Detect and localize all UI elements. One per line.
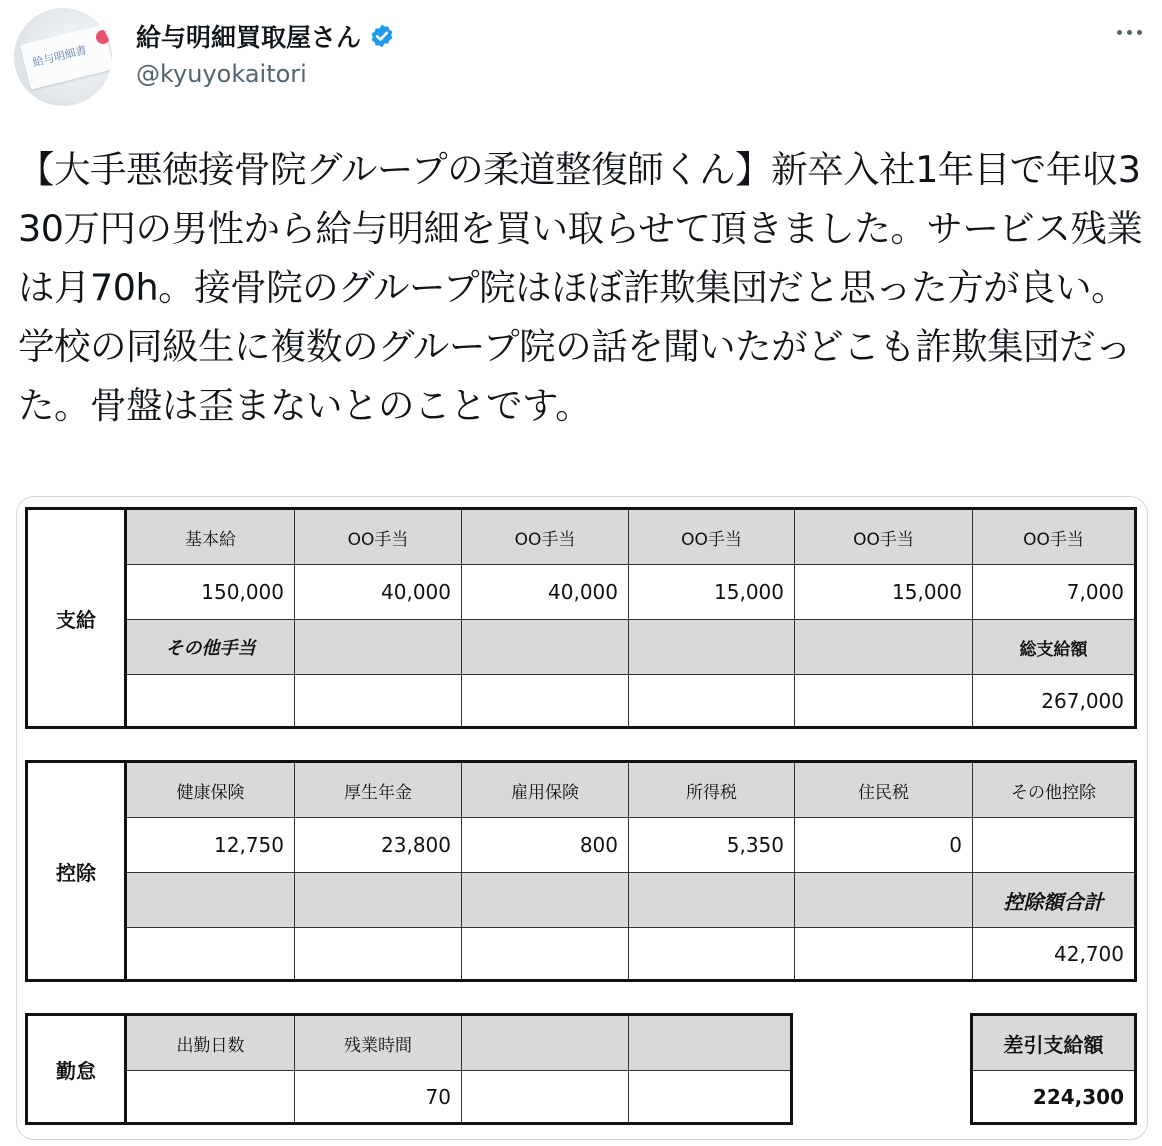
payment-total-label: 総支給額 xyxy=(973,620,1134,675)
deduction-section-label: 控除 xyxy=(28,763,127,979)
payment-value-5: 15,000 xyxy=(795,565,973,620)
deduction-empty-cell xyxy=(795,928,973,979)
payment-header-3: OO手当 xyxy=(462,510,629,565)
payment-header-6: OO手当 xyxy=(973,510,1134,565)
attendance-value-1 xyxy=(127,1071,295,1122)
deduction-value-1: 12,750 xyxy=(127,818,295,873)
more-options-icon[interactable] xyxy=(1114,22,1144,42)
author-row xyxy=(136,18,395,54)
deduction-empty-cell xyxy=(795,873,973,928)
deduction-header-5: 住民税 xyxy=(795,763,973,818)
attendance-table xyxy=(25,1013,793,1125)
deduction-value-3: 800 xyxy=(462,818,629,873)
deduction-empty-cell xyxy=(462,873,629,928)
deduction-empty-cell xyxy=(462,928,629,979)
net-pay-table xyxy=(970,1013,1137,1125)
net-pay-value: 224,300 xyxy=(1032,1084,1124,1109)
deduction-total-label: 控除額合計 xyxy=(973,873,1134,928)
deduction-table xyxy=(25,760,1137,982)
payment-empty-cell xyxy=(462,675,629,726)
payment-empty-cell xyxy=(795,675,973,726)
display-name[interactable]: 給与明細買取屋さん xyxy=(136,23,362,52)
deduction-total-value: 42,700 xyxy=(1054,941,1124,966)
deduction-value-2: 23,800 xyxy=(295,818,462,873)
deduction-header-2: 厚生年金 xyxy=(295,763,462,818)
payment-empty-cell xyxy=(795,620,973,675)
payment-header-1: 基本給 xyxy=(127,510,295,565)
net-pay-label: 差引支給額 xyxy=(973,1016,1134,1071)
payment-header-2: OO手当 xyxy=(295,510,462,565)
attendance-header-4 xyxy=(629,1016,790,1071)
payment-empty-cell xyxy=(295,620,462,675)
attendance-value-2: 70 xyxy=(295,1071,462,1122)
deduction-header-6: その他控除 xyxy=(973,763,1134,818)
deduction-empty-cell xyxy=(295,873,462,928)
deduction-empty-cell xyxy=(629,873,795,928)
payment-header-4: OO手当 xyxy=(629,510,795,565)
deduction-empty-cell xyxy=(629,928,795,979)
payment-section-label: 支給 xyxy=(28,510,127,726)
payment-total-value: 267,000 xyxy=(1041,688,1124,713)
verified-badge-icon xyxy=(369,23,395,49)
payment-other-label: その他手当 xyxy=(127,620,295,675)
deduction-value-4: 5,350 xyxy=(629,818,795,873)
payment-header-5: OO手当 xyxy=(795,510,973,565)
attendance-section-label: 勤怠 xyxy=(28,1016,127,1122)
payment-value-4: 15,000 xyxy=(629,565,795,620)
payment-empty-cell xyxy=(295,675,462,726)
payment-empty-cell xyxy=(629,675,795,726)
deduction-empty-cell xyxy=(127,873,295,928)
deduction-value-5: 0 xyxy=(795,818,973,873)
attendance-value-3 xyxy=(462,1071,629,1122)
deduction-empty-cell xyxy=(127,928,295,979)
payment-value-6: 7,000 xyxy=(973,565,1134,620)
payment-empty-cell xyxy=(127,675,295,726)
tweet-text: 【大手悪徳接骨院グループの柔道整復師くん】新卒入社1年目で年収330万円の男性から給与明細を買い取らせて頂きました。サービス残業は月70h。接骨院のグループ院はほぼ詐欺集団だと思った方が良い。学校の同級生に複数のグループ院の話を聞いたがどこも詐欺集団だった。骨盤は歪まないとのことです。 xyxy=(18,148,1143,427)
avatar-pin xyxy=(96,30,110,44)
payment-value-1: 150,000 xyxy=(127,565,295,620)
deduction-header-1: 健康保険 xyxy=(127,763,295,818)
tweet-media[interactable] xyxy=(16,496,1148,1140)
payment-value-2: 40,000 xyxy=(295,565,462,620)
attendance-value-4 xyxy=(629,1071,790,1122)
deduction-empty-cell xyxy=(295,928,462,979)
payment-table xyxy=(25,507,1137,729)
payment-empty-cell xyxy=(629,620,795,675)
attendance-header-1: 出勤日数 xyxy=(127,1016,295,1071)
attendance-header-3 xyxy=(462,1016,629,1071)
deduction-header-3: 雇用保険 xyxy=(462,763,629,818)
avatar-text: 給与明細書 xyxy=(31,43,88,70)
deduction-header-4: 所得税 xyxy=(629,763,795,818)
avatar[interactable] xyxy=(14,8,112,106)
payment-value-3: 40,000 xyxy=(462,565,629,620)
payment-empty-cell xyxy=(462,620,629,675)
user-handle[interactable]: @kyuyokaitori xyxy=(136,60,307,88)
attendance-header-2: 残業時間 xyxy=(295,1016,462,1071)
deduction-value-6 xyxy=(973,818,1134,873)
